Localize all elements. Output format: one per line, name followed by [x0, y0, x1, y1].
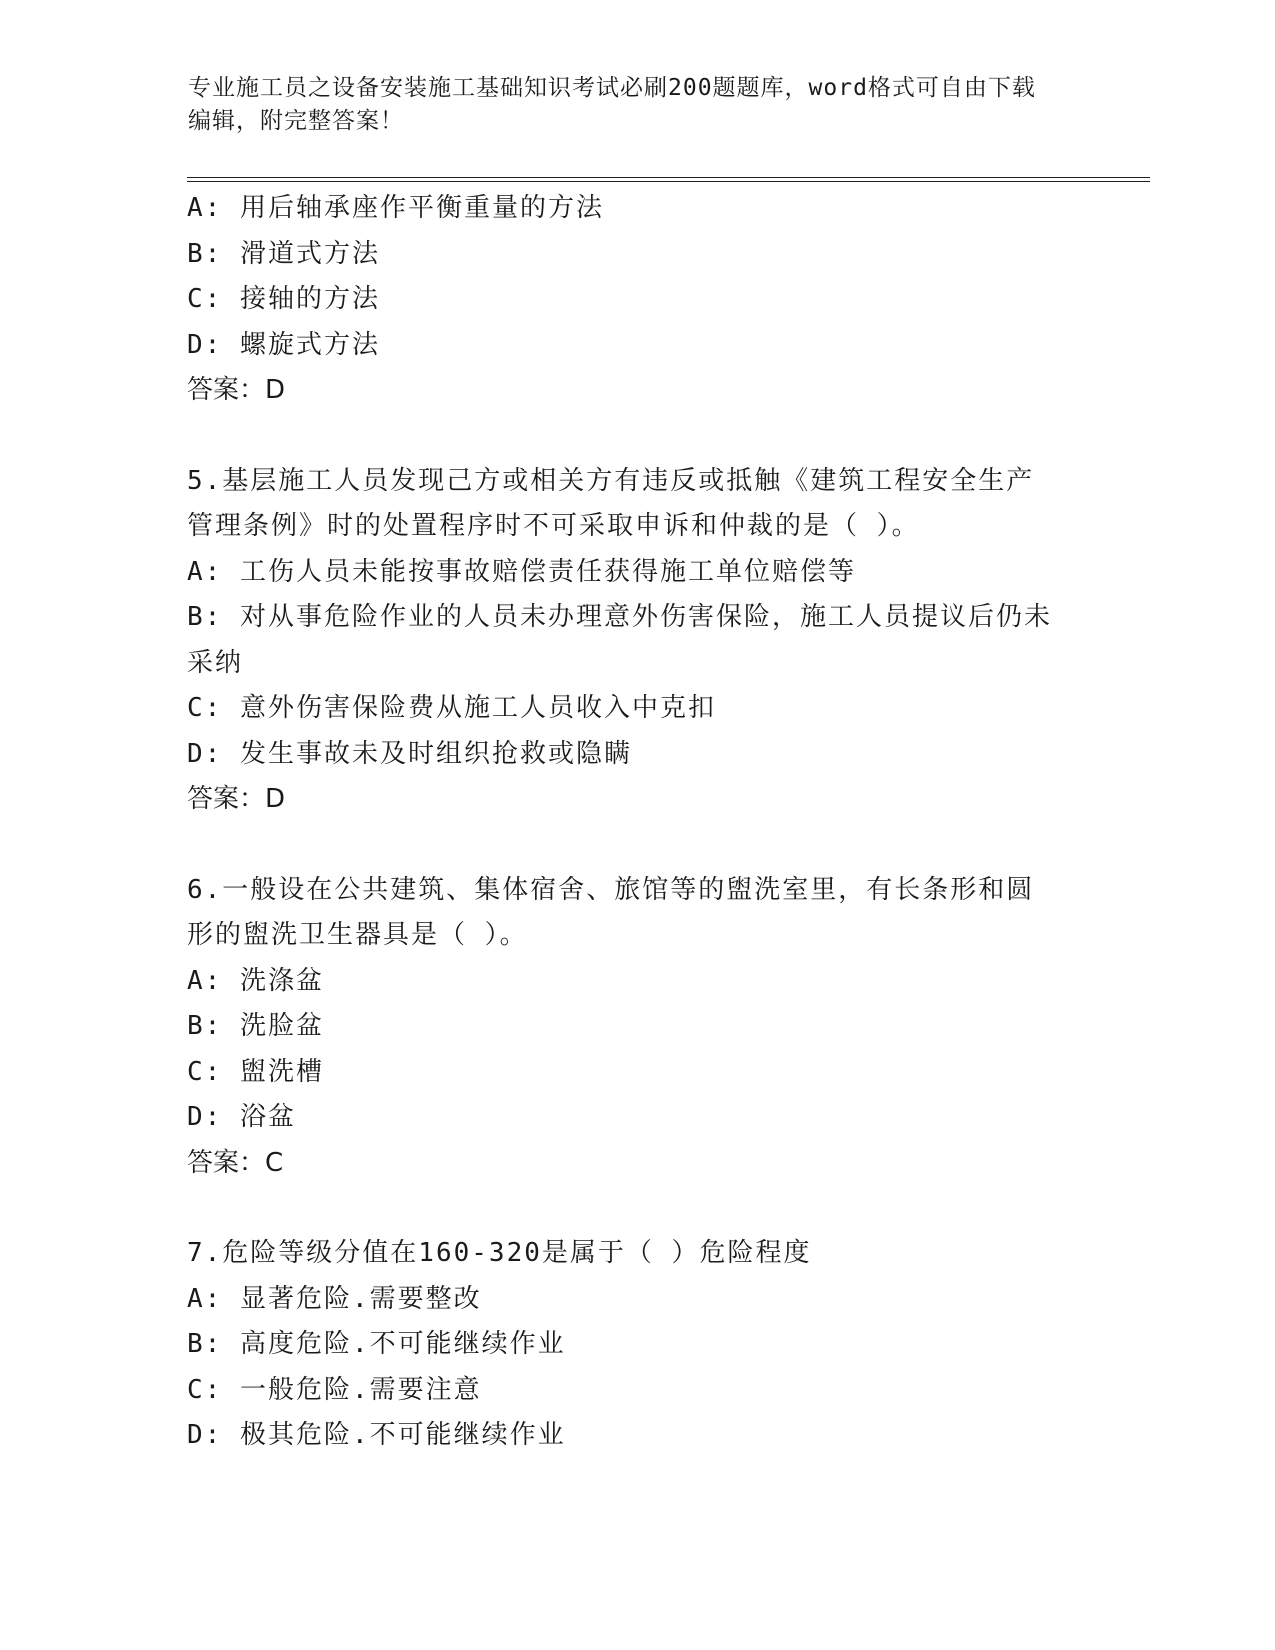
- spacer: [187, 823, 1087, 868]
- option-b-continued: 采纳: [187, 647, 244, 678]
- document-header: [188, 72, 1088, 138]
- option-a: A: 洗涤盆: [187, 965, 324, 996]
- question-5: [187, 459, 1087, 823]
- option-b: B: 洗脸盆: [187, 1011, 324, 1041]
- option-d: D: 螺旋式方法: [187, 329, 380, 360]
- spacer: [187, 414, 1087, 459]
- option-c: C: 接轴的方法: [187, 284, 380, 314]
- header-title-line-1: 专业施工员之设备安装施工基础知识考试必刷200题题库，word格式可自由下载: [188, 75, 1036, 101]
- question-4: [187, 186, 1087, 414]
- header-title-line-2: 编辑，附完整答案！: [188, 108, 404, 134]
- spacer: [187, 1186, 1087, 1231]
- header-divider-bottom: [187, 181, 1150, 182]
- answer: 答案：D: [187, 375, 286, 405]
- question-6: [187, 868, 1087, 1187]
- question-stem: 5.基层施工人员发现己方或相关方有违反或抵触《建筑工程安全生产: [187, 465, 1035, 496]
- option-c: C: 意外伤害保险费从施工人员收入中克扣: [187, 693, 716, 723]
- question-stem: 6.一般设在公共建筑、集体宿舍、旅馆等的盥洗室里，有长条形和圆: [187, 874, 1035, 905]
- option-c: C: 一般危险.需要注意: [187, 1374, 482, 1405]
- option-d: D: 极其危险.不可能继续作业: [187, 1420, 566, 1450]
- option-b: B: 对从事危险作业的人员未办理意外伤害保险，施工人员提议后仍未: [187, 602, 1052, 632]
- option-d: D: 发生事故未及时组织抢救或隐瞒: [187, 738, 632, 769]
- question-list: [187, 186, 1087, 1459]
- option-a: A: 工伤人员未能按事故赔偿责任获得施工单位赔偿等: [187, 556, 856, 587]
- header-divider-top: [187, 177, 1150, 178]
- option-a: A: 显著危险.需要整改: [187, 1283, 482, 1314]
- answer: 答案：C: [187, 1147, 284, 1178]
- question-7: [187, 1231, 1087, 1459]
- option-d: D: 浴盆: [187, 1102, 296, 1132]
- option-c: C: 盥洗槽: [187, 1056, 324, 1087]
- option-a: A: 用后轴承座作平衡重量的方法: [187, 193, 604, 223]
- option-b: B: 高度危险.不可能继续作业: [187, 1329, 566, 1359]
- option-b: B: 滑道式方法: [187, 238, 380, 269]
- question-stem: 7.危险等级分值在160-320是属于（ ）危险程度: [187, 1238, 812, 1268]
- answer: 答案：D: [187, 784, 286, 814]
- question-stem: 管理条例》时的处置程序时不可采取申诉和仲裁的是（ ）。: [187, 511, 920, 541]
- question-stem: 形的盥洗卫生器具是（ ）。: [187, 920, 528, 950]
